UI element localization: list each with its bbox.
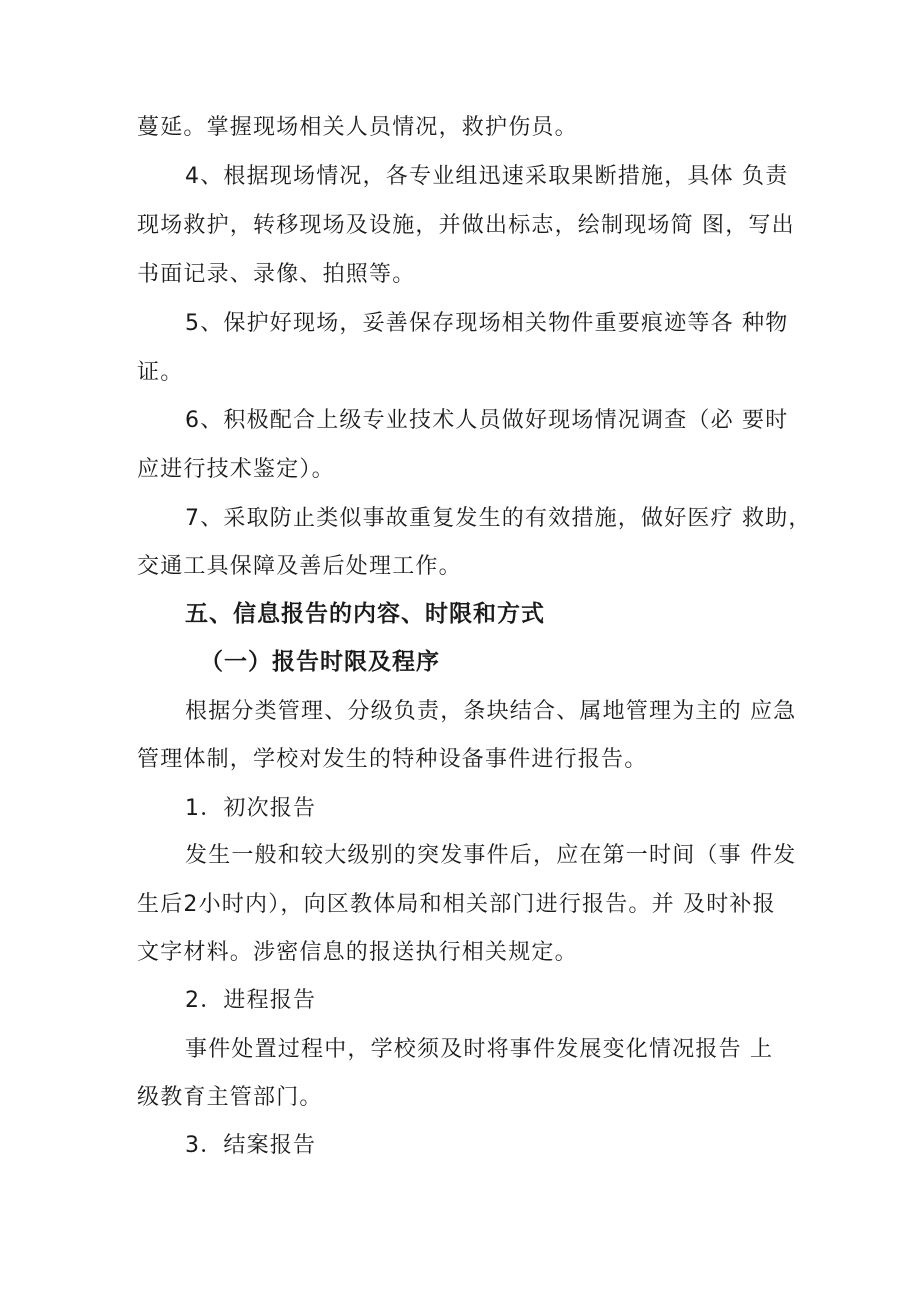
text-line: 管理体制，学校对发生的特种设备事件进行报告。 xyxy=(137,747,648,772)
text-line: 7、采取防止类似事故重复发生的有效措施，做好医疗 救助， xyxy=(185,506,812,531)
section-heading: 五、信息报告的内容、时限和方式 xyxy=(185,601,545,627)
text-line: 蔓延。掌握现场相关人员情况，救护伤员。 xyxy=(137,115,578,140)
list-item-heading: 2．进程报告 xyxy=(185,988,317,1013)
text-line: 5、保护好现场，妥善保存现场相关物件重要痕迹等各 种物 xyxy=(185,311,789,336)
text-line: 文字材料。涉密信息的报送执行相关规定。 xyxy=(137,940,578,965)
list-item-heading: 3．结案报告 xyxy=(185,1133,317,1158)
text-line: 生后2小时内），向区教体局和相关部门进行报告。并 及时补报 xyxy=(137,892,776,917)
text-line: 4、根据现场情况，各专业组迅速采取果断措施，具体 负责 xyxy=(185,164,789,189)
text-line: 6、积极配合上级专业技术人员做好现场情况调查（必 要时 xyxy=(185,408,789,433)
text-line: 交通工具保障及善后处理工作。 xyxy=(137,554,462,579)
text-line: 现场救护，转移现场及设施，并做出标志，绘制现场简 图，写出 xyxy=(137,213,795,238)
text-line: 书面记录、录像、拍照等。 xyxy=(137,262,416,287)
subsection-heading: （一）报告时限及程序 xyxy=(200,649,440,675)
text-line: 级教育主管部门。 xyxy=(137,1085,323,1110)
text-line: 应进行技术鉴定）。 xyxy=(137,457,335,482)
text-line: 发生一般和较大级别的突发事件后，应在第一时间（事 件发 xyxy=(185,843,797,868)
text-line: 证。 xyxy=(137,360,184,385)
list-item-heading: 1．初次报告 xyxy=(185,796,317,821)
text-line: 根据分类管理、分级负责，条块结合、属地管理为主的 应急 xyxy=(185,699,797,724)
text-line: 事件处置过程中，学校须及时将事件发展变化情况报告 上 xyxy=(185,1037,774,1062)
